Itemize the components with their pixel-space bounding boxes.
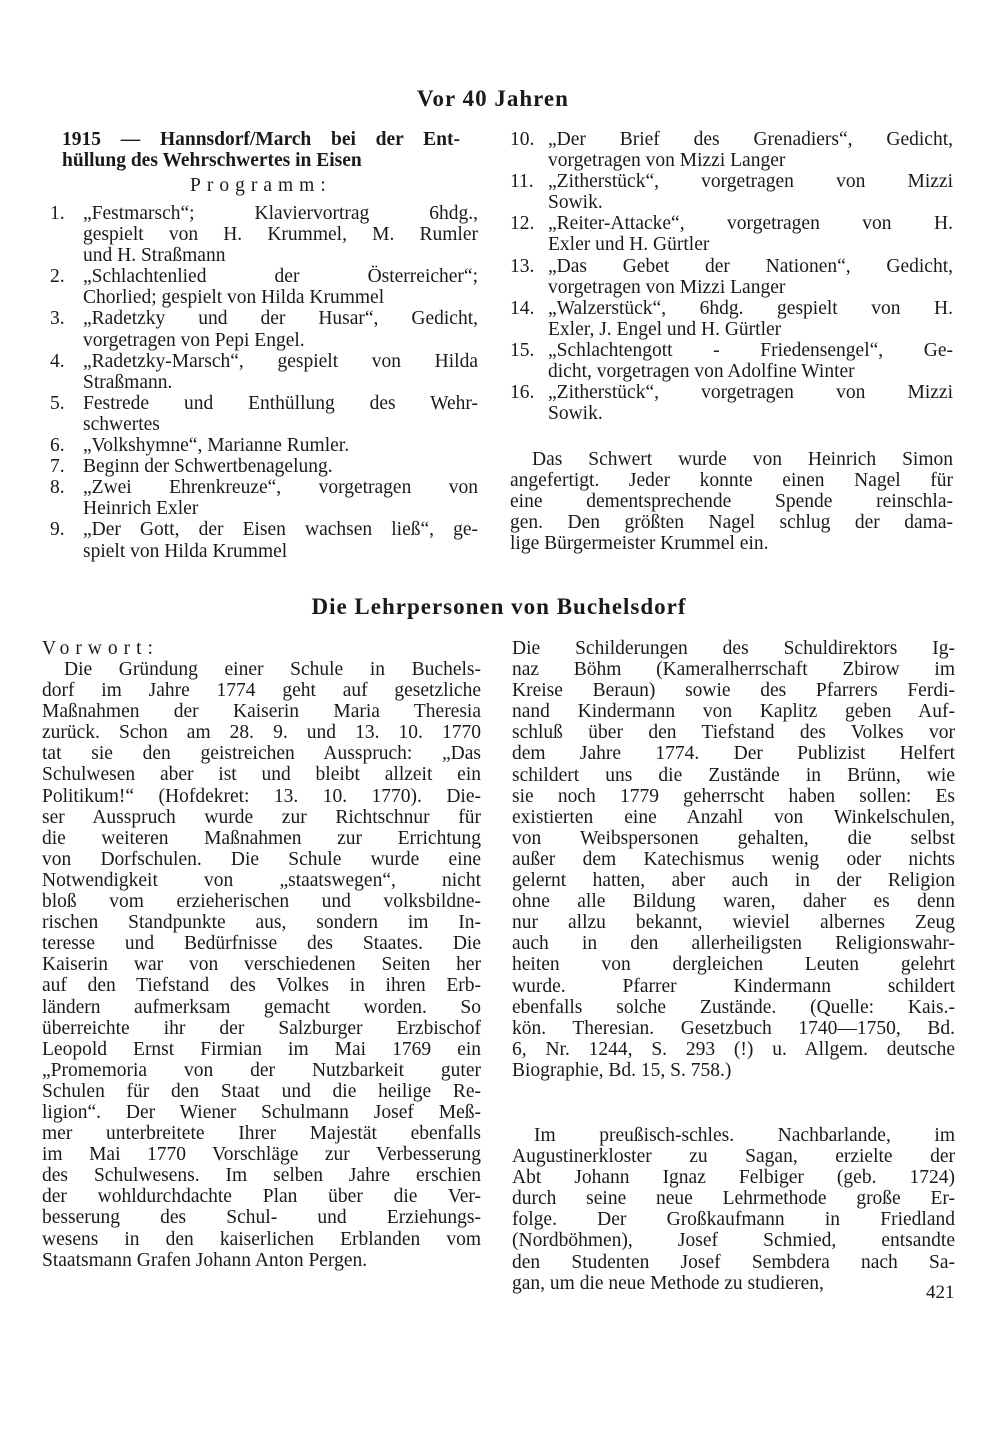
- text-line: naz Böhm (Kameralherrschaft Zbirow im: [512, 659, 955, 681]
- text-line: eine dementsprechende Spende reinschla-: [510, 491, 953, 513]
- item-text: [83, 477, 478, 519]
- text-line: Festrede und Enthüllung des Wehr-: [83, 392, 478, 414]
- text-line: hüllung des Wehrschwertes in Eisen: [62, 150, 362, 172]
- text-line: „Volkshymne“, Marianne Rumler.: [83, 435, 350, 457]
- text-line: des Schulwesens. Im selben Jahre erschien: [42, 1165, 481, 1187]
- item-number: 11.: [510, 171, 534, 193]
- program-item: [510, 382, 953, 424]
- text-line: von Weibspersonen gehalten, die selbst: [512, 827, 955, 849]
- text-line: Schulen für den Staat und die heilige Re-: [42, 1080, 481, 1102]
- text-line: gespielt von H. Krummel, M. Rumler: [83, 224, 478, 246]
- text-line: (Nordböhmen), Josef Schmied, entsandte: [512, 1230, 955, 1252]
- program-item: [50, 477, 478, 519]
- item-number: 1.: [50, 203, 65, 224]
- text-line: „Schlachtengott - Friedensengel“, Ge-: [548, 339, 953, 361]
- text-line: im Mai 1770 Vorschläge zur Verbesserung: [42, 1144, 481, 1166]
- section-title: Vor 40 Jahren: [417, 86, 569, 111]
- text-line: „Radetzky-Marsch“, gespielt von Hilda: [83, 350, 478, 372]
- text-line: angefertigt. Jeder konnte einen Nagel für: [510, 470, 953, 492]
- text-line: sie noch 1779 geherrscht haben sollen: Es: [512, 785, 955, 807]
- text-line: Im preußisch-schles. Nachbarlande, im: [534, 1125, 955, 1146]
- text-line: „Zwei Ehrenkreuze“, vorgetragen von: [83, 477, 478, 499]
- text-line: nand Kindermann von Kaplitz geben Auf-: [512, 701, 955, 723]
- closing-paragraph: [510, 449, 953, 554]
- text-line: Maßnahmen der Kaiserin Maria Theresia: [42, 701, 481, 723]
- text-line: durch seine neue Lehrmethode große Er-: [512, 1188, 955, 1210]
- item-number: 4.: [50, 350, 65, 372]
- text-line: spielt von Hilda Krummel: [83, 540, 288, 562]
- text-line: Exler und H. Gürtler: [548, 234, 710, 256]
- text-line: Exler, J. Engel und H. Gürtler: [548, 318, 782, 340]
- item-text: [548, 298, 953, 340]
- program-label: Programm:: [190, 175, 332, 196]
- text-line: rischen Standpunkte aus, sondern im In-: [42, 912, 481, 934]
- program-item: [510, 256, 953, 298]
- program-item: [50, 266, 478, 308]
- text-line: überreichte ihr der Salzburger Erzbischof: [42, 1017, 481, 1039]
- text-line: nur allzu bekannt, wieviel albernes Zeug: [512, 912, 955, 934]
- text-line: gen. Den größten Nagel schlug der dama-: [510, 512, 953, 534]
- item-number: 6.: [50, 435, 65, 457]
- text-line: Die Gründung einer Schule in Buchels-: [64, 659, 481, 680]
- item-text: [83, 266, 478, 308]
- item-number: 13.: [510, 255, 535, 277]
- item-number: 8.: [50, 477, 65, 499]
- text-line: bloß vom erzieherischen und volksbildne-: [42, 891, 481, 913]
- text-line: wurde. Pfarrer Kindermann schildert: [512, 975, 955, 997]
- text-line: Straßmann.: [83, 371, 173, 393]
- text-line: gelernt hatten, aber auch in der Religion: [512, 870, 955, 892]
- text-line: Schulwesen aber ist und bleibt allzeit ein: [42, 764, 481, 786]
- program-list-left: [50, 203, 478, 562]
- item-text: [83, 351, 478, 393]
- body-paragraph-right-2: [512, 1125, 955, 1294]
- item-text: [548, 171, 953, 213]
- text-line: Augustinerkloster zu Sagan, erzielte der: [512, 1146, 955, 1168]
- text-line: die weiteren Maßnahmen zur Errichtung: [42, 827, 481, 849]
- section-title: Die Lehrpersonen von Buchelsdorf: [311, 594, 687, 619]
- program-item: [50, 456, 478, 477]
- item-number: 2.: [50, 266, 65, 288]
- text-line: lige Bürgermeister Krummel ein.: [510, 533, 769, 555]
- text-line: Das Schwert wurde von Heinrich Simon: [532, 449, 953, 470]
- text-line: ländern aufmerksam gemacht worden. So: [42, 996, 481, 1018]
- text-line: tat sie den geistreichen Ausspruch: „Das: [42, 743, 481, 765]
- program-item: [50, 308, 478, 350]
- text-line: den Studenten Josef Sembdera nach Sa-: [512, 1251, 955, 1273]
- item-number: 10.: [510, 129, 535, 150]
- text-line: „Walzerstück“, 6hdg. gespielt von H.: [548, 297, 953, 319]
- text-line: Sowik.: [548, 192, 603, 214]
- text-line: Die Schilderungen des Schuldirektors Ig-: [512, 638, 955, 659]
- text-line: gan, um die neue Methode zu studieren,: [512, 1272, 824, 1294]
- item-text: [83, 435, 478, 456]
- text-line: ohne alle Bildung waren, daher es denn: [512, 891, 955, 913]
- text-line: und H. Straßmann: [83, 245, 226, 267]
- item-number: 12.: [510, 213, 535, 235]
- text-line: mer unterbreitete Ihrer Majestät ebenfalls: [42, 1123, 481, 1145]
- program-item: [510, 340, 953, 382]
- item-text: [83, 456, 478, 477]
- program-item: [50, 519, 478, 561]
- program-item: [50, 393, 478, 435]
- text-line: auch in den allerheiligsten Religionswahr-: [512, 933, 955, 955]
- item-number: 7.: [50, 456, 65, 478]
- text-line: ser Ausspruch wurde zur Richtschnur für: [42, 806, 481, 828]
- text-line: wesens in den kaiserlichen Erblanden vom: [42, 1228, 481, 1250]
- page-number: 421: [926, 1282, 955, 1303]
- program-item: [510, 213, 953, 255]
- item-number: 16.: [510, 382, 535, 404]
- text-line: „Zitherstück“, vorgetragen von Mizzi: [548, 382, 953, 404]
- text-line: existierten eine Anzahl von Winkelschulen,: [512, 806, 955, 828]
- text-line: Chorlied; gespielt von Hilda Krummel: [83, 287, 385, 309]
- text-line: Staatsmann Grafen Johann Anton Pergen.: [42, 1249, 368, 1271]
- text-line: dorf im Jahre 1774 geht auf gesetzliche: [42, 680, 481, 702]
- text-line: schildert uns die Zustände in Brünn, wie: [512, 764, 955, 786]
- text-line: „Zitherstück“, vorgetragen von Mizzi: [548, 171, 953, 193]
- item-text: [548, 256, 953, 298]
- text-line: „Festmarsch“; Klaviervortrag 6hdg.,: [83, 203, 478, 224]
- heading-lines: [62, 129, 460, 171]
- item-text: [548, 129, 953, 171]
- text-line: „Promemoria von der Nutzbarkeit guter: [42, 1059, 481, 1081]
- text-line: Kaiserin war von verschiedenen Seiten her: [42, 954, 481, 976]
- text-line: dicht, vorgetragen von Adolfine Winter: [548, 361, 855, 383]
- program-list-right: [510, 129, 953, 424]
- item-number: 5.: [50, 392, 65, 414]
- program-item: [50, 435, 478, 456]
- body-paragraph-left: [42, 659, 481, 1271]
- text-line: 6, Nr. 1244, S. 293 (!) u. Allgem. deutsche: [512, 1038, 955, 1060]
- text-line: heiten von dergleichen Leuten gelehrt: [512, 954, 955, 976]
- text-line: ebenfalls solche Zustände. (Quelle: Kais.-: [512, 996, 955, 1018]
- program-item: [50, 351, 478, 393]
- text-line: von Dorfschulen. Die Schule wurde eine: [42, 848, 481, 870]
- item-text: [548, 340, 953, 382]
- vorwort-label: Vorwort:: [42, 638, 159, 659]
- text-line: „Der Brief des Grenadiers“, Gedicht,: [548, 129, 953, 150]
- text-line: vorgetragen von Mizzi Langer: [548, 150, 786, 172]
- text-line: Beginn der Schwertbenagelung.: [83, 456, 333, 478]
- text-line: außer dem Katechismus wenig oder nichts: [512, 848, 955, 870]
- text-line: vorgetragen von Pepi Engel.: [83, 329, 305, 351]
- text-line: ligion“. Der Wiener Schulmann Josef Meß-: [42, 1101, 481, 1123]
- item-text: [83, 393, 478, 435]
- text-line: „Reiter-Attacke“, vorgetragen von H.: [548, 213, 953, 235]
- text-line: 1915 — Hannsdorf/March bei der Ent-: [62, 129, 460, 150]
- item-text: [83, 203, 478, 266]
- text-line: folge. Der Großkaufmann in Friedland: [512, 1209, 955, 1231]
- text-line: besserung des Schul- und Erziehungs-: [42, 1207, 481, 1229]
- text-line: vorgetragen von Mizzi Langer: [548, 276, 786, 298]
- program-item: [510, 129, 953, 171]
- text-line: „Das Gebet der Nationen“, Gedicht,: [548, 255, 953, 277]
- item-number: 9.: [50, 519, 65, 541]
- item-number: 3.: [50, 308, 65, 330]
- body-paragraph-right-1: [512, 638, 955, 1081]
- text-line: kön. Theresian. Gesetzbuch 1740—1750, Bd.: [512, 1017, 955, 1039]
- text-line: „Der Gott, der Eisen wachsen ließ“, ge-: [83, 519, 478, 541]
- text-line: „Schlachtenlied der Österreicher“;: [83, 266, 478, 288]
- item-number: 15.: [510, 339, 535, 361]
- item-text: [548, 382, 953, 424]
- text-line: Leopold Ernst Firmian im Mai 1769 ein: [42, 1038, 481, 1060]
- text-line: „Radetzky und der Husar“, Gedicht,: [83, 308, 478, 330]
- program-item: [510, 298, 953, 340]
- program-item: [50, 203, 478, 266]
- item-text: [83, 308, 478, 350]
- item-text: [548, 213, 953, 255]
- text-line: teresse und Bedürfnisse des Staates. Die: [42, 933, 481, 955]
- text-line: der wohldurchdachte Plan über die Ver-: [42, 1186, 481, 1208]
- program-item: [510, 171, 953, 213]
- text-line: dem Jahre 1774. Der Publizist Helfert: [512, 743, 955, 765]
- text-line: Biographie, Bd. 15, S. 758.): [512, 1059, 732, 1081]
- item-text: [83, 519, 478, 561]
- text-line: schluß über den Tiefstand des Volkes vor: [512, 722, 955, 744]
- event-heading: [62, 129, 460, 171]
- text-line: Sowik.: [548, 403, 603, 425]
- text-line: schwertes: [83, 413, 160, 435]
- text-line: zurück. Schon am 28. 9. und 13. 10. 1770: [42, 722, 481, 744]
- text-line: auf den Tiefstand des Volkes in ihren Erb-: [42, 975, 481, 997]
- text-line: Notwendigkeit von „staatswegen“, nicht: [42, 869, 481, 891]
- text-line: Kreise Beraun) sowie des Pfarrers Ferdi-: [512, 680, 955, 702]
- text-line: Heinrich Exler: [83, 498, 199, 520]
- text-line: Politikum!“ (Hofdekret: 13. 10. 1770). Die-: [42, 785, 481, 807]
- item-number: 14.: [510, 297, 535, 319]
- text-line: Abt Johann Ignaz Felbiger (geb. 1724): [512, 1167, 955, 1189]
